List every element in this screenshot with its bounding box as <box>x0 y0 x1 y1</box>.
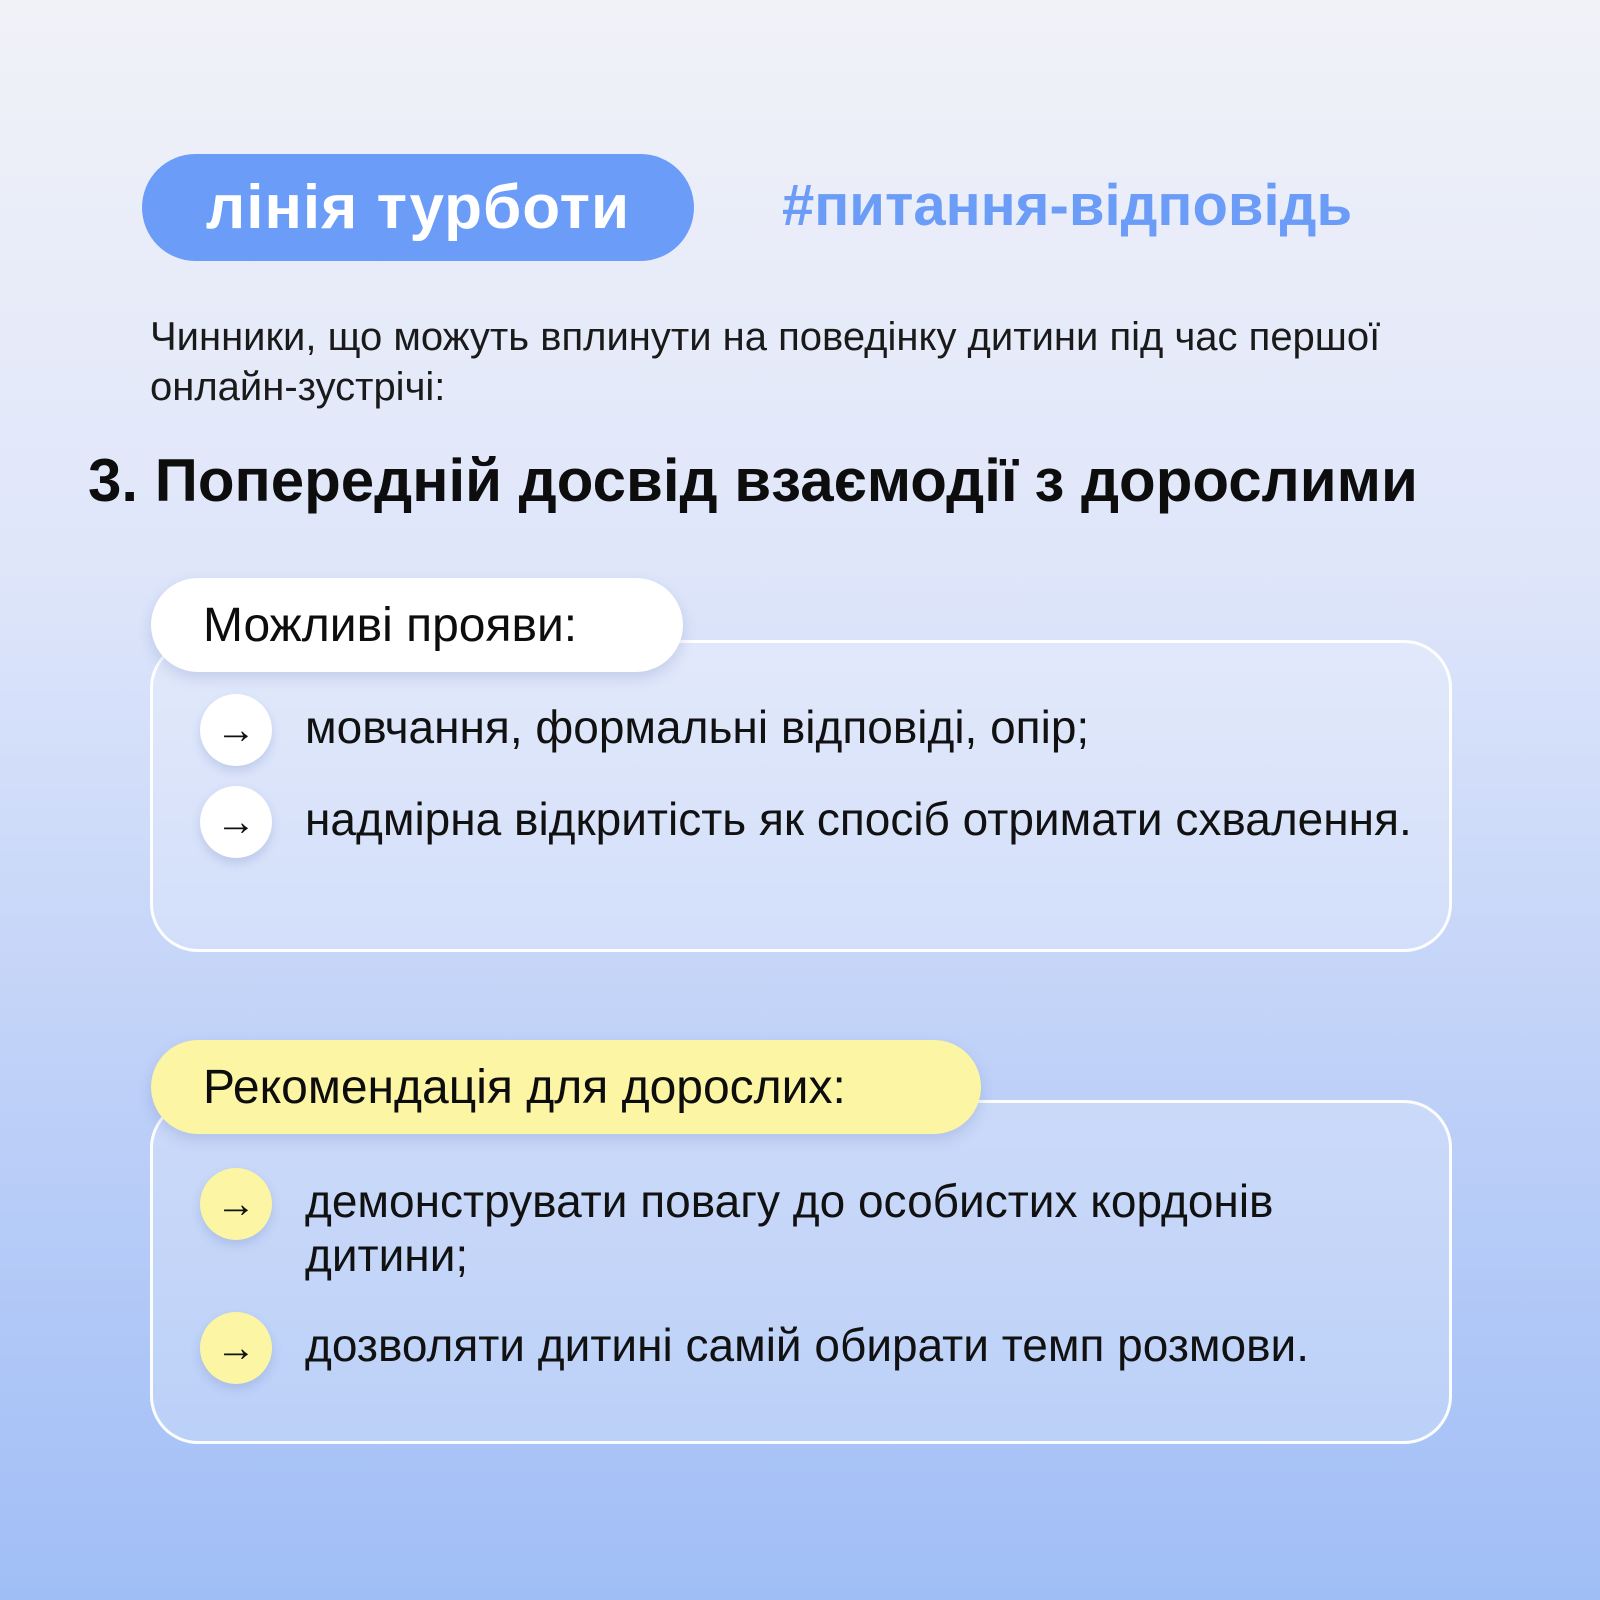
manifestations-label: Можливі прояви: <box>151 578 683 672</box>
list-item-text: мовчання, формальні відповіді, опір; <box>305 701 1090 753</box>
brand-badge <box>142 154 694 261</box>
recommendations-label: Рекомендація для дорослих: <box>151 1040 981 1134</box>
list-item-text: демонструвати повагу до особистих кордонів дитини; <box>305 1175 1274 1281</box>
arrow-right-icon: → <box>200 694 272 766</box>
list-item-text: надмірна відкритість як спосіб отримати схвалення. <box>305 793 1412 845</box>
brand-label: лінія турботи <box>205 173 631 242</box>
arrow-right-icon: → <box>200 1312 272 1384</box>
arrow-right-icon: → <box>200 1168 272 1240</box>
list-item-text: дозволяти дитині самій обирати темп розмови. <box>305 1319 1310 1371</box>
intro-text: Чинники, що можуть вплинути на поведінку дитини під час першої онлайн-зустрічі: <box>150 315 1381 409</box>
hashtag: #питання-відповідь <box>782 173 1353 238</box>
section-title: 3. Попередній досвід взаємодії з дорослими <box>88 447 1418 514</box>
arrow-right-icon: → <box>200 786 272 858</box>
